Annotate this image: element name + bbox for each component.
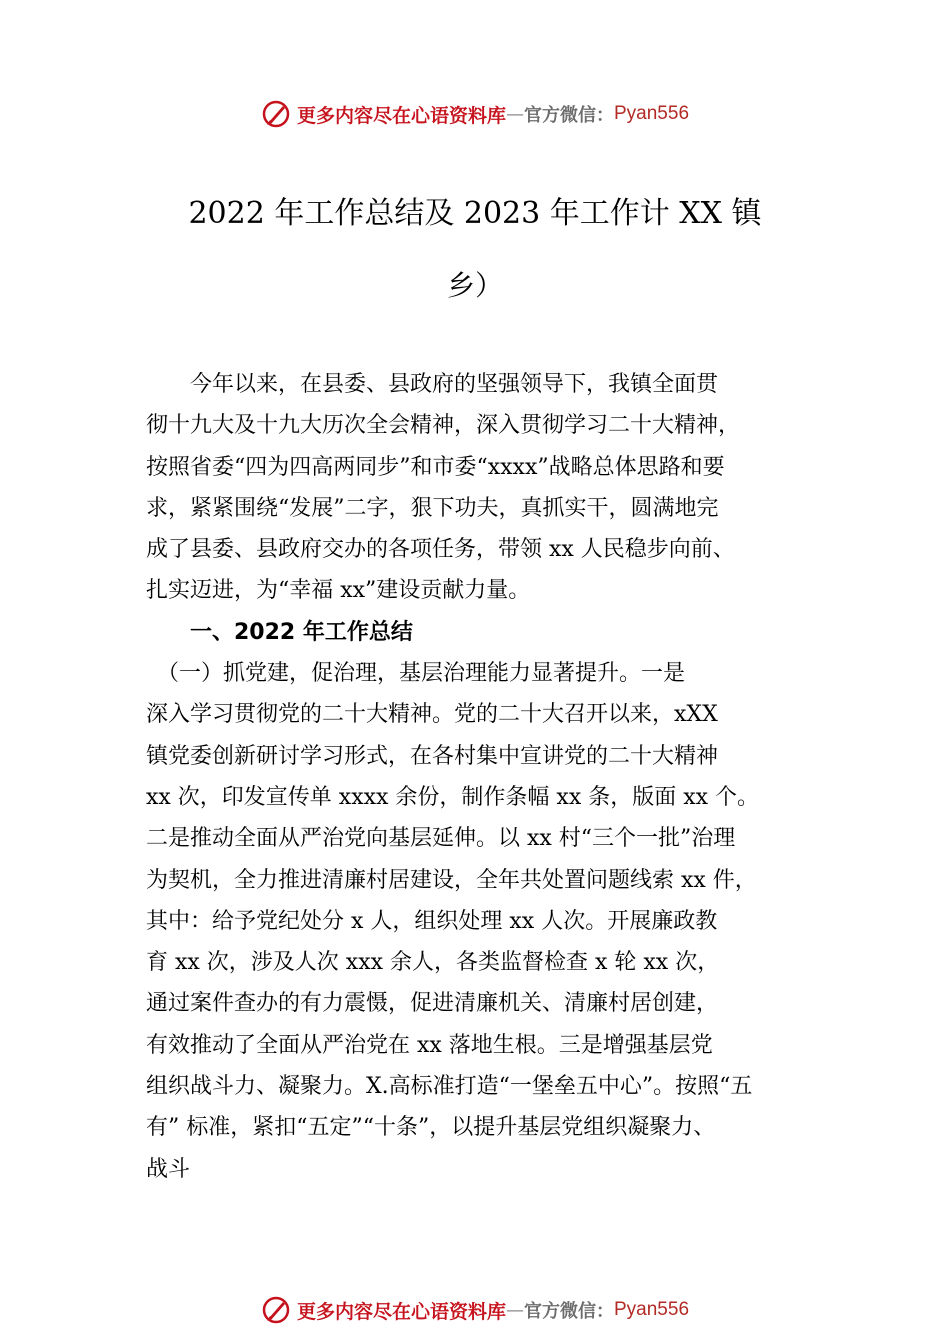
body-line: 为契机，全力推进清廉村居建设，全年共处置问题线索 xx 件， bbox=[146, 867, 757, 893]
banner-wechat-label: 官方微信： bbox=[524, 105, 614, 126]
banner-wechat-id: Pyan556 bbox=[614, 1299, 690, 1320]
document-title-line-2: 乡） bbox=[446, 269, 503, 302]
body-line: 通过案件查办的有力震慑，促进清廉机关、清廉村居创建， bbox=[146, 991, 719, 1017]
body-line: （一）抓党建，促治理，基层治理能力显著提升。一是 bbox=[146, 661, 686, 687]
footer-banner bbox=[0, 1290, 950, 1330]
body-line: 求，紧紧围绕“发展”二字，狠下功夫，真抓实干，圆满地完 bbox=[146, 495, 719, 521]
body-line: 育 xx 次，涉及人次 xxx 余人，各类监督检查 x 轮 xx 次， bbox=[146, 950, 720, 976]
pen-logo-icon bbox=[261, 1295, 291, 1325]
body-line: 战斗 bbox=[146, 1156, 191, 1182]
banner-wechat-id: Pyan556 bbox=[614, 103, 690, 124]
body-line: 今年以来，在县委、县政府的坚强领导下，我镇全面贯 bbox=[146, 372, 719, 397]
header-banner bbox=[0, 94, 950, 134]
body-line: 扎实迈进，为“幸福 xx”建设贡献力量。 bbox=[146, 578, 531, 604]
body-line: 彻十九大及十九大历次全会精神，深入贯彻学习二十大精神， bbox=[146, 413, 741, 439]
banner-separator: — bbox=[506, 1299, 524, 1321]
banner-brand-text: 更多内容尽在心语资料库 bbox=[296, 104, 506, 127]
body-line: 有效推动了全面从严治党在 xx 落地生根。三是增强基层党 bbox=[146, 1032, 713, 1058]
body-line: 有” 标准，紧扣“五定”“十条”，以提升基层党组织凝聚力、 bbox=[146, 1115, 716, 1141]
body-line: 按照省委“四为四高两同步”和市委“xxxx”战略总体思路和要 bbox=[146, 454, 725, 480]
body-line: 镇党委创新研讨学习形式，在各村集中宣讲党的二十大精神 bbox=[146, 743, 719, 769]
banner-separator: — bbox=[506, 103, 524, 125]
document-title-line-1: 2022 年工作总结及 2023 年工作计 XX 镇 bbox=[188, 196, 762, 231]
section-heading: 一、2022 年工作总结 bbox=[146, 619, 413, 645]
body-line: 其中：给予党纪处分 x 人，组织处理 xx 人次。开展廉政教 bbox=[146, 908, 718, 934]
pen-logo-icon bbox=[261, 99, 291, 129]
document-body bbox=[146, 364, 806, 1190]
body-line: 组织战斗力、凝聚力。X.高标准打造“一堡垒五中心”。按照“五 bbox=[146, 1074, 753, 1100]
body-line: 二是推动全面从严治党向基层延伸。以 xx 村“三个一批”治理 bbox=[146, 826, 736, 852]
banner-wechat-label: 官方微信： bbox=[524, 1301, 614, 1322]
body-line: 成了县委、县政府交办的各项任务，带领 xx 人民稳步向前、 bbox=[146, 537, 735, 563]
banner-brand-text: 更多内容尽在心语资料库 bbox=[296, 1300, 506, 1323]
body-line: xx 次，印发宣传单 xxxx 余份，制作条幅 xx 条，版面 xx 个。 bbox=[146, 784, 760, 810]
body-line: 深入学习贯彻党的二十大精神。党的二十大召开以来，xXX bbox=[146, 702, 718, 728]
